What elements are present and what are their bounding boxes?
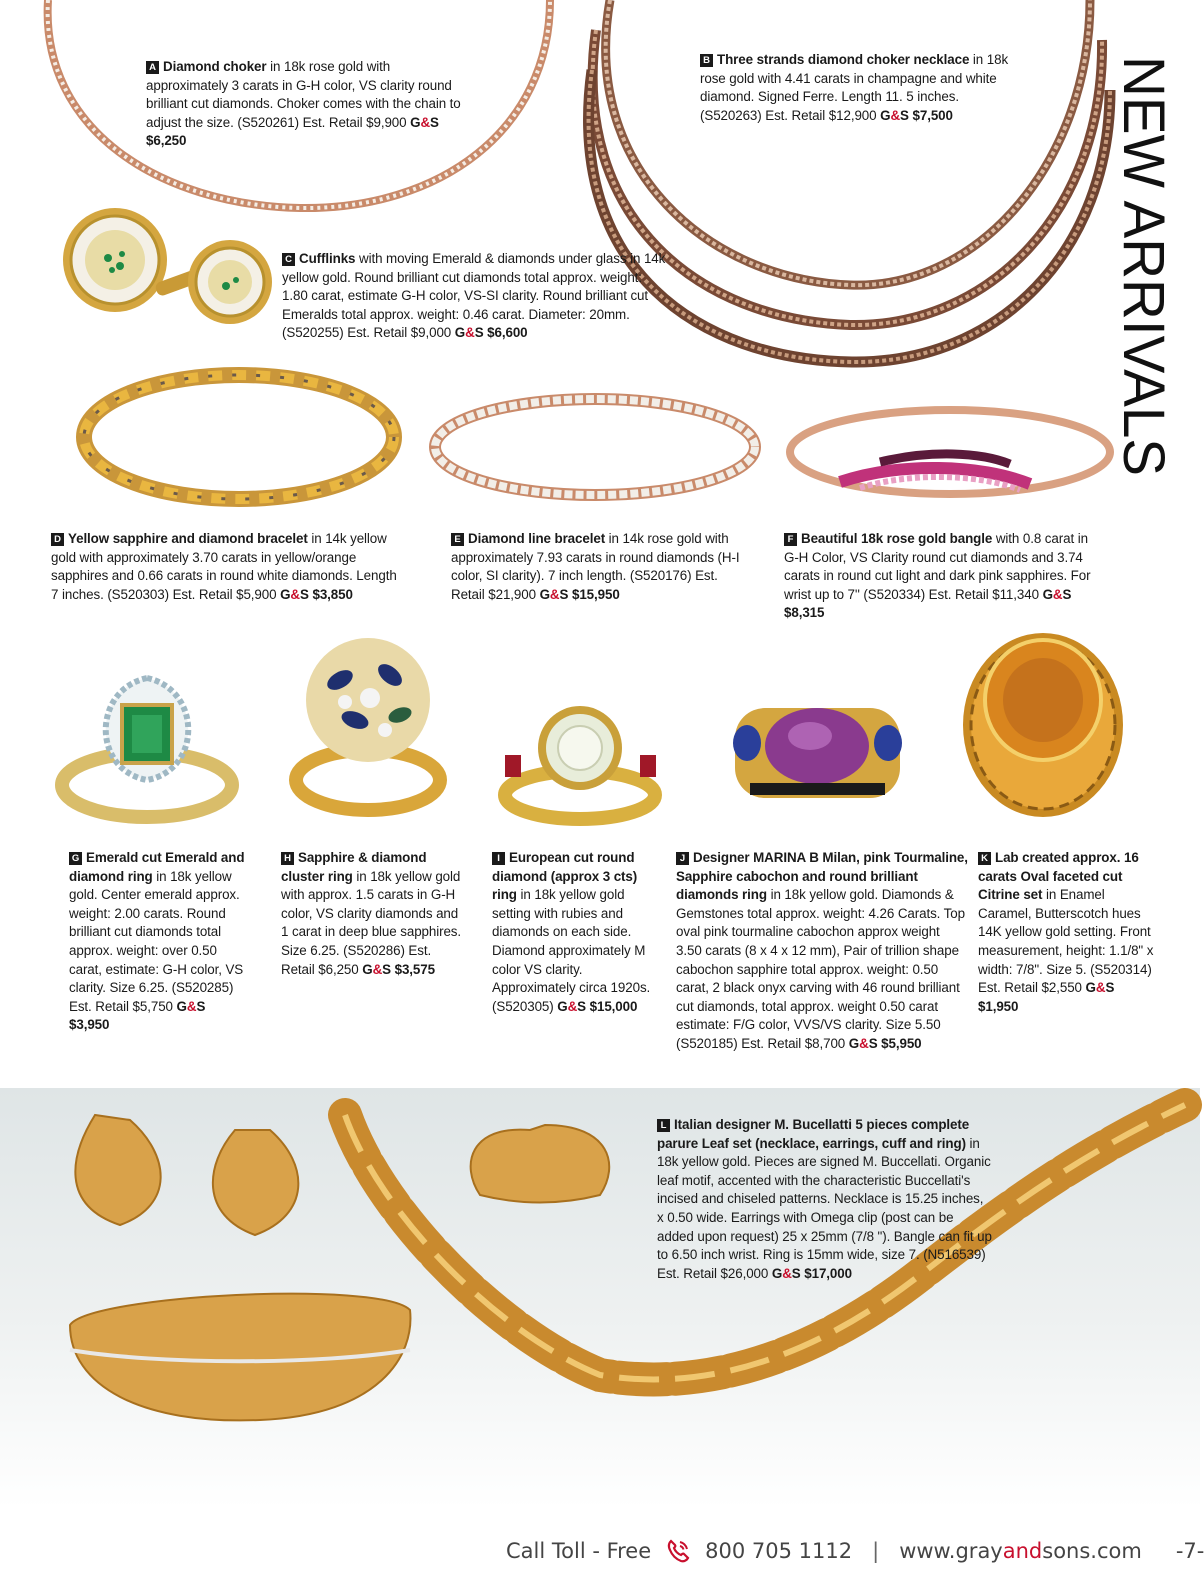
item-c-gs-label: G&S: [454, 325, 484, 341]
website-link[interactable]: www.grayandsons.com: [899, 1539, 1142, 1563]
item-g-gs-label: G&S: [176, 998, 206, 1014]
item-h-gs-label: G&S: [362, 961, 391, 977]
item-j-description: [676, 849, 968, 1054]
item-d-description: [51, 530, 406, 604]
item-k-letter: K: [978, 852, 991, 865]
item-c-details: with moving Emerald & diamonds under glass in 14k yellow gold. Round brilliant cut diamonds total approx. weight: 1.80 carat, estimate G-H color, VS-SI clarity. Round brilliant cut Emeralds total approx. weight: 0.46 carat. Diameter: 20mm. (S520255) Est. Retail $9,000: [282, 251, 666, 341]
item-g-letter: G: [69, 852, 82, 865]
item-g-description: [69, 849, 249, 1035]
item-f-details: with 0.8 carat in G-H Color, VS Clarity round cut diamonds and 3.74 carats in round cut light and dark pink sapphires. For wrist up to 7'' (S520334) Est. Retail $11,340: [784, 531, 1091, 602]
item-c-letter: C: [282, 253, 295, 266]
item-b-letter: B: [700, 54, 713, 67]
item-d-name: Yellow sapphire and diamond bracelet: [68, 531, 308, 546]
european-diamond-ring-image: [495, 700, 665, 825]
item-f-letter: F: [784, 533, 797, 546]
item-j-name: Designer MARINA B Milan, pink Tourmaline, Sapphire cabochon and round brilliant diamonds ring: [676, 850, 968, 903]
item-e-letter: E: [451, 533, 464, 546]
diamond-line-bracelet-image: [425, 385, 765, 510]
item-l-details: in 18k yellow gold. Pieces are signed M. Buccellati. Organic leaf motif, accented with the characteristic Buccellati's incised and chiseled patterns. Necklace is 15.25 inches, x 0.50 wide. Earrings with Omega clip (post can be added upon request) 25 x 25mm (7/8 "). Bangle can fit up to 6.50 inch wrist. Ring is 15mm wide, size 7. (N516539) Est. Retail $26,000: [657, 1135, 992, 1281]
page-number: -7-: [1175, 1539, 1204, 1563]
footer-separator: |: [872, 1539, 880, 1563]
item-d-details: in 14k yellow gold with approximately 3.70 carats in yellow/orange sapphires and 0.66 carats in round white diamonds. Length 7 inches. (S520303) Est. Retail $5,900: [51, 531, 397, 602]
item-l-gs-label: G&S: [771, 1265, 801, 1281]
item-f-description: [784, 530, 1100, 623]
item-a-gs-label: G&S: [410, 114, 439, 130]
item-k-gs-label: G&S: [1085, 980, 1115, 996]
new-arrivals-heading: [1111, 56, 1176, 487]
item-a-letter: A: [146, 61, 159, 74]
item-g-details: in 18k yellow gold. Center emerald approx. weight: 2.00 carats. Round brilliant cut diamonds total approx. weight: over 0.50 carat, estimate: G-H color, VS clarity. Size 6.25. (S520285) Est. Retail $5,750: [69, 868, 244, 1014]
item-l-description: [657, 1116, 992, 1283]
item-j-gs-label: G&S: [848, 1035, 878, 1051]
item-f-gs-label: G&S: [1042, 586, 1072, 602]
item-b-price: $7,500: [912, 107, 953, 123]
phone-number[interactable]: 800 705 1112: [705, 1539, 853, 1563]
rose-gold-bangle-image: [780, 392, 1120, 517]
item-e-name: Diamond line bracelet: [468, 531, 606, 546]
item-i-price: $15,000: [589, 998, 638, 1014]
item-l-name: Italian designer M. Bucellatti 5 pieces complete parure Leaf set (necklace, earrings, cuff and ring): [657, 1117, 970, 1151]
item-b-name: Three strands diamond choker necklace: [717, 52, 970, 67]
item-l-price: $17,000: [804, 1265, 852, 1281]
item-c-description: [282, 250, 670, 343]
item-j-details: in 18k yellow gold. Diamonds & Gemstones total approx. weight: 4.26 Carats. Top oval pink tourmaline cabochon approx weight 3.50 carats (8 x 4 x 12 mm), Pair of trillion shape cabochon sapphire total approx. weight: 0.50 carat, 2 black onyx carving with 46 round brilliant cut diamonds, total approx. weight 0.50 carat estimate: F/G color, VVS/VS clarity. Size 5.50 (S520185) Est. Retail $8,700: [676, 887, 965, 1051]
item-c-price: $6,600: [487, 325, 528, 341]
item-c-name: Cufflinks: [299, 251, 356, 266]
sapphire-cluster-ring-image: [280, 620, 455, 820]
item-j-price: $5,950: [881, 1035, 922, 1051]
item-i-gs-label: G&S: [557, 998, 587, 1014]
item-e-gs-label: G&S: [539, 586, 569, 602]
item-j-letter: J: [676, 852, 689, 865]
item-f-price: $8,315: [784, 605, 825, 621]
item-i-letter: I: [492, 852, 505, 865]
item-f-name: Beautiful 18k rose gold bangle: [801, 531, 993, 546]
item-h-description: [281, 849, 463, 979]
item-h-price: $3,575: [394, 961, 435, 977]
leaf-set-image: [0, 1095, 1200, 1515]
item-e-details: in 14k rose gold with approximately 7.93 carats in round diamonds (H-I color, SI clarity). 7 inch length. (S520176) Est. Retail $21,900: [451, 531, 740, 602]
item-a-price: $6,250: [146, 133, 187, 149]
item-k-price: $1,950: [978, 998, 1019, 1014]
item-i-description: [492, 849, 664, 1016]
item-i-name: European cut round diamond (approx 3 cts) ring: [492, 850, 638, 903]
item-d-letter: D: [51, 533, 64, 546]
item-h-letter: H: [281, 852, 294, 865]
marina-b-ring-image: [725, 688, 910, 828]
item-b-description: [700, 51, 1022, 125]
item-a-name: Diamond choker: [163, 59, 267, 74]
item-k-description: [978, 849, 1156, 1016]
item-b-details: in 18k rose gold with 4.41 carats in champagne and white diamond. Signed Ferre. Length 11. 5 inches. (S520263) Est. Retail $12,900: [700, 52, 1009, 123]
emerald-ring-image: [52, 660, 242, 825]
item-l-letter: L: [657, 1119, 670, 1132]
citrine-ring-image: [958, 625, 1128, 820]
page-footer: [506, 1535, 1204, 1567]
item-g-name: Emerald cut Emerald and diamond ring: [69, 850, 245, 884]
item-b-gs-label: G&S: [880, 107, 909, 123]
item-h-name: Sapphire & diamond cluster ring: [281, 850, 427, 884]
phone-icon: [665, 1538, 691, 1564]
call-toll-free-label: Call Toll - Free: [506, 1539, 652, 1563]
item-k-details: in Enamel Caramel, Butterscotch hues 14K yellow gold setting. Front measurement, height: 1.1/8" x width: 7/8". Size 5. (S520314) Est. Retail $2,550: [978, 887, 1154, 996]
item-e-description: [451, 530, 746, 604]
item-h-details: in 18k yellow gold with approx. 1.5 carats in G-H color, VS clarity diamonds and 1 carat in deep blue sapphires. Size 6.25. (S520286) Est. Retail $6,250: [281, 868, 462, 977]
item-d-gs-label: G&S: [280, 586, 309, 602]
item-d-price: $3,850: [312, 586, 353, 602]
item-a-details: in 18k rose gold with approximately 3 carats in G-H color, VS clarity round brilliant cut diamonds. Choker comes with the chain to adjust the size. (S520261) Est. Retail $9,900: [146, 59, 461, 130]
item-k-name: Lab created approx. 16 carats Oval faceted cut Citrine set: [978, 850, 1139, 903]
item-g-price: $3,950: [69, 1017, 110, 1033]
item-i-details: in 18k yellow gold setting with rubies and diamonds on each side. Diamond approximately M color VS clarity. Approximately circa 1920s. (S520305): [492, 887, 651, 1014]
cufflinks-image: [60, 200, 280, 340]
yellow-sapphire-bracelet-image: [72, 355, 407, 520]
new-arrivals-text: NEW ARRIVALS: [1111, 56, 1176, 487]
item-a-description: [146, 58, 471, 151]
item-e-price: $15,950: [571, 586, 620, 602]
